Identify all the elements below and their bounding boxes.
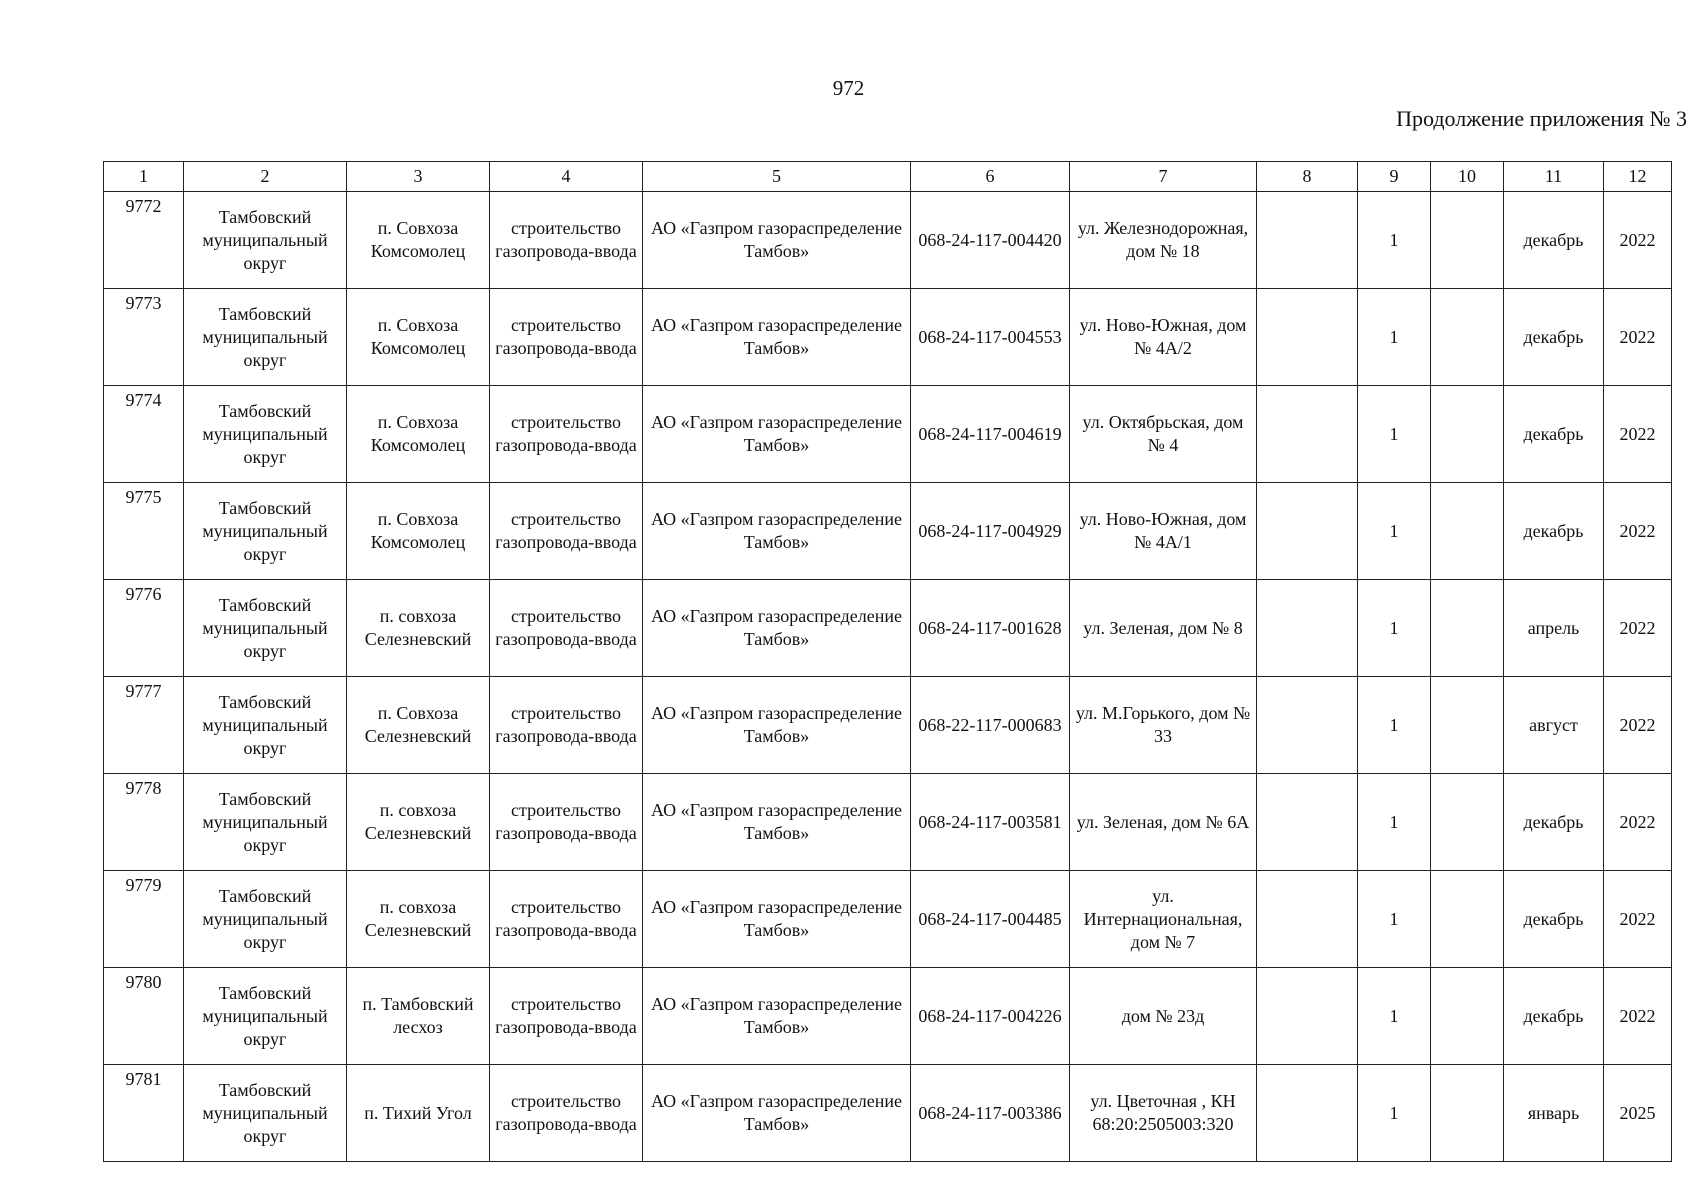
cell-col-10 xyxy=(1431,580,1504,677)
cell-col-8 xyxy=(1257,1065,1358,1162)
cell-col-8 xyxy=(1257,386,1358,483)
table-row xyxy=(104,580,1672,677)
cell-address: ул. Октябрьская, дом № 4 xyxy=(1070,386,1257,483)
cell-row-number: 9774 xyxy=(104,386,184,483)
column-header: 2 xyxy=(184,162,347,192)
column-header: 1 xyxy=(104,162,184,192)
cell-address: ул. Интернациональная, дом № 7 xyxy=(1070,871,1257,968)
cell-address: ул. Зеленая, дом № 6А xyxy=(1070,774,1257,871)
cell-object-code: 068-22-117-000683 xyxy=(911,677,1070,774)
cell-municipality: Тамбовский муниципальный округ xyxy=(184,386,347,483)
cell-object-code: 068-24-117-003581 xyxy=(911,774,1070,871)
cell-quantity: 1 xyxy=(1358,289,1431,386)
cell-col-8 xyxy=(1257,192,1358,289)
cell-year: 2022 xyxy=(1604,774,1672,871)
cell-municipality: Тамбовский муниципальный округ xyxy=(184,677,347,774)
cell-settlement: п. совхоза Селезневский xyxy=(347,871,490,968)
cell-month: декабрь xyxy=(1504,289,1604,386)
cell-quantity: 1 xyxy=(1358,192,1431,289)
cell-object-code: 068-24-117-004553 xyxy=(911,289,1070,386)
cell-col-8 xyxy=(1257,774,1358,871)
cell-month: декабрь xyxy=(1504,774,1604,871)
table-body xyxy=(104,192,1672,1162)
cell-object-code: 068-24-117-004226 xyxy=(911,968,1070,1065)
table-row xyxy=(104,774,1672,871)
cell-col-8 xyxy=(1257,871,1358,968)
cell-col-10 xyxy=(1431,968,1504,1065)
column-header: 11 xyxy=(1504,162,1604,192)
cell-col-8 xyxy=(1257,289,1358,386)
cell-col-10 xyxy=(1431,192,1504,289)
cell-settlement: п. Совхоза Селезневский xyxy=(347,677,490,774)
cell-col-10 xyxy=(1431,1065,1504,1162)
cell-municipality: Тамбовский муниципальный округ xyxy=(184,968,347,1065)
appendix-continuation-note: Продолжение приложения № 3 xyxy=(1396,106,1687,131)
table-row xyxy=(104,192,1672,289)
cell-address: ул. М.Горького, дом № 33 xyxy=(1070,677,1257,774)
cell-address: ул. Цветочная , КН 68:20:2505003:320 xyxy=(1070,1065,1257,1162)
column-header: 3 xyxy=(347,162,490,192)
cell-quantity: 1 xyxy=(1358,677,1431,774)
cell-settlement: п. Тихий Угол xyxy=(347,1065,490,1162)
cell-work-type: строительство газопровода-ввода xyxy=(490,483,643,580)
cell-quantity: 1 xyxy=(1358,774,1431,871)
table-row xyxy=(104,289,1672,386)
cell-col-10 xyxy=(1431,677,1504,774)
cell-year: 2022 xyxy=(1604,289,1672,386)
cell-year: 2022 xyxy=(1604,192,1672,289)
cell-municipality: Тамбовский муниципальный округ xyxy=(184,192,347,289)
cell-month: август xyxy=(1504,677,1604,774)
cell-month: декабрь xyxy=(1504,386,1604,483)
cell-quantity: 1 xyxy=(1358,968,1431,1065)
cell-organization: АО «Газпром газораспределение Тамбов» xyxy=(643,1065,911,1162)
cell-month: декабрь xyxy=(1504,968,1604,1065)
cell-object-code: 068-24-117-001628 xyxy=(911,580,1070,677)
cell-col-10 xyxy=(1431,386,1504,483)
cell-col-8 xyxy=(1257,483,1358,580)
cell-year: 2022 xyxy=(1604,871,1672,968)
cell-settlement: п. совхоза Селезневский xyxy=(347,774,490,871)
cell-year: 2022 xyxy=(1604,677,1672,774)
table-row xyxy=(104,386,1672,483)
column-number-row xyxy=(104,162,1672,192)
cell-work-type: строительство газопровода-ввода xyxy=(490,1065,643,1162)
cell-quantity: 1 xyxy=(1358,580,1431,677)
cell-settlement: п. Совхоза Комсомолец xyxy=(347,386,490,483)
cell-row-number: 9779 xyxy=(104,871,184,968)
cell-year: 2022 xyxy=(1604,483,1672,580)
cell-organization: АО «Газпром газораспределение Тамбов» xyxy=(643,289,911,386)
cell-settlement: п. Тамбовский лесхоз xyxy=(347,968,490,1065)
cell-municipality: Тамбовский муниципальный округ xyxy=(184,871,347,968)
cell-address: дом № 23д xyxy=(1070,968,1257,1065)
cell-month: декабрь xyxy=(1504,483,1604,580)
cell-organization: АО «Газпром газораспределение Тамбов» xyxy=(643,483,911,580)
cell-address: ул. Ново-Южная, дом № 4А/1 xyxy=(1070,483,1257,580)
cell-organization: АО «Газпром газораспределение Тамбов» xyxy=(643,774,911,871)
column-header: 12 xyxy=(1604,162,1672,192)
cell-municipality: Тамбовский муниципальный округ xyxy=(184,289,347,386)
column-header: 5 xyxy=(643,162,911,192)
cell-col-10 xyxy=(1431,483,1504,580)
cell-work-type: строительство газопровода-ввода xyxy=(490,774,643,871)
column-header: 7 xyxy=(1070,162,1257,192)
column-header: 6 xyxy=(911,162,1070,192)
cell-object-code: 068-24-117-004420 xyxy=(911,192,1070,289)
cell-month: январь xyxy=(1504,1065,1604,1162)
register-table xyxy=(103,161,1672,1162)
cell-organization: АО «Газпром газораспределение Тамбов» xyxy=(643,677,911,774)
cell-year: 2022 xyxy=(1604,968,1672,1065)
cell-settlement: п. Совхоза Комсомолец xyxy=(347,483,490,580)
column-header: 9 xyxy=(1358,162,1431,192)
cell-col-8 xyxy=(1257,968,1358,1065)
cell-organization: АО «Газпром газораспределение Тамбов» xyxy=(643,580,911,677)
cell-work-type: строительство газопровода-ввода xyxy=(490,871,643,968)
cell-col-8 xyxy=(1257,677,1358,774)
cell-settlement: п. совхоза Селезневский xyxy=(347,580,490,677)
cell-month: декабрь xyxy=(1504,192,1604,289)
cell-organization: АО «Газпром газораспределение Тамбов» xyxy=(643,871,911,968)
cell-row-number: 9776 xyxy=(104,580,184,677)
cell-object-code: 068-24-117-004485 xyxy=(911,871,1070,968)
cell-municipality: Тамбовский муниципальный округ xyxy=(184,1065,347,1162)
table-row xyxy=(104,968,1672,1065)
cell-work-type: строительство газопровода-ввода xyxy=(490,677,643,774)
cell-organization: АО «Газпром газораспределение Тамбов» xyxy=(643,386,911,483)
cell-month: декабрь xyxy=(1504,871,1604,968)
cell-col-10 xyxy=(1431,871,1504,968)
cell-quantity: 1 xyxy=(1358,386,1431,483)
cell-col-10 xyxy=(1431,774,1504,871)
cell-row-number: 9772 xyxy=(104,192,184,289)
cell-year: 2022 xyxy=(1604,580,1672,677)
table-row xyxy=(104,483,1672,580)
column-header: 10 xyxy=(1431,162,1504,192)
cell-municipality: Тамбовский муниципальный округ xyxy=(184,774,347,871)
cell-quantity: 1 xyxy=(1358,483,1431,580)
cell-settlement: п. Совхоза Комсомолец xyxy=(347,289,490,386)
cell-row-number: 9775 xyxy=(104,483,184,580)
column-header: 4 xyxy=(490,162,643,192)
cell-organization: АО «Газпром газораспределение Тамбов» xyxy=(643,192,911,289)
table-row xyxy=(104,1065,1672,1162)
table-row xyxy=(104,677,1672,774)
cell-row-number: 9777 xyxy=(104,677,184,774)
cell-address: ул. Ново-Южная, дом № 4А/2 xyxy=(1070,289,1257,386)
cell-object-code: 068-24-117-004619 xyxy=(911,386,1070,483)
column-header: 8 xyxy=(1257,162,1358,192)
cell-quantity: 1 xyxy=(1358,871,1431,968)
cell-row-number: 9781 xyxy=(104,1065,184,1162)
cell-work-type: строительство газопровода-ввода xyxy=(490,192,643,289)
cell-object-code: 068-24-117-004929 xyxy=(911,483,1070,580)
cell-row-number: 9778 xyxy=(104,774,184,871)
page-number: 972 xyxy=(832,76,865,100)
cell-municipality: Тамбовский муниципальный округ xyxy=(184,580,347,677)
cell-address: ул. Зеленая, дом № 8 xyxy=(1070,580,1257,677)
cell-municipality: Тамбовский муниципальный округ xyxy=(184,483,347,580)
cell-work-type: строительство газопровода-ввода xyxy=(490,289,643,386)
cell-quantity: 1 xyxy=(1358,1065,1431,1162)
cell-work-type: строительство газопровода-ввода xyxy=(490,386,643,483)
cell-settlement: п. Совхоза Комсомолец xyxy=(347,192,490,289)
table-row xyxy=(104,871,1672,968)
cell-col-10 xyxy=(1431,289,1504,386)
cell-col-8 xyxy=(1257,580,1358,677)
cell-object-code: 068-24-117-003386 xyxy=(911,1065,1070,1162)
cell-work-type: строительство газопровода-ввода xyxy=(490,580,643,677)
cell-work-type: строительство газопровода-ввода xyxy=(490,968,643,1065)
cell-row-number: 9773 xyxy=(104,289,184,386)
cell-year: 2025 xyxy=(1604,1065,1672,1162)
cell-row-number: 9780 xyxy=(104,968,184,1065)
cell-year: 2022 xyxy=(1604,386,1672,483)
cell-organization: АО «Газпром газораспределение Тамбов» xyxy=(643,968,911,1065)
cell-address: ул. Железнодорожная, дом № 18 xyxy=(1070,192,1257,289)
cell-month: апрель xyxy=(1504,580,1604,677)
